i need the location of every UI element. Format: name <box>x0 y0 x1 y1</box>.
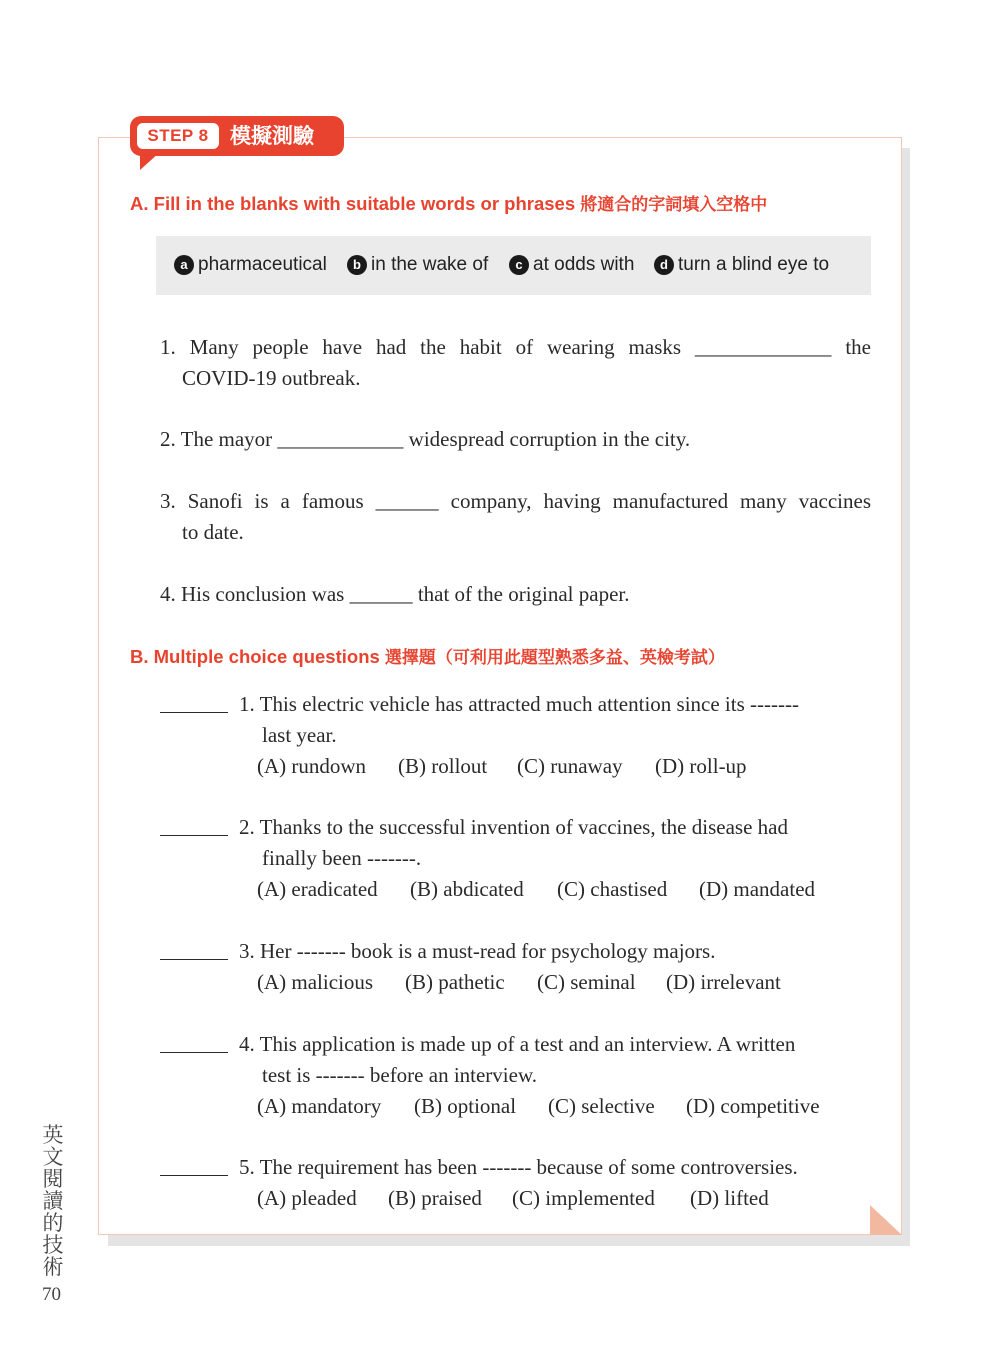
word-bank-item <box>174 253 327 277</box>
option-d: (D) mandated <box>699 877 816 901</box>
option-d: (D) roll-up <box>655 754 747 778</box>
option-a: (A) malicious <box>257 970 374 994</box>
option-b: (B) pathetic <box>405 970 505 994</box>
letter-badge-icon: c <box>509 255 529 275</box>
option-b: (B) optional <box>414 1094 517 1118</box>
section-a-heading <box>130 190 767 215</box>
answer-blank[interactable] <box>160 959 228 960</box>
option-d: (D) lifted <box>690 1186 769 1210</box>
letter-badge-icon: b <box>347 255 367 275</box>
option-c: (C) chastised <box>557 877 668 901</box>
option-c: (C) seminal <box>537 970 636 994</box>
section-b-heading-en: B. Multiple choice questions <box>130 646 380 667</box>
option-b: (B) abdicated <box>410 877 524 901</box>
page-fold-corner <box>870 1205 902 1235</box>
question-a3-line1: 3. Sanofi is a famous ______ company, having manufactured many vaccines <box>160 489 871 513</box>
word-bank <box>156 236 871 295</box>
option-b: (B) rollout <box>398 754 488 778</box>
option-c: (C) selective <box>548 1094 655 1118</box>
question-a1-line2: COVID-19 outbreak. <box>182 366 361 390</box>
book-title-char: 術 <box>42 1255 64 1279</box>
answer-blank[interactable] <box>160 712 228 713</box>
option-a: (A) pleaded <box>257 1186 357 1210</box>
book-title-char: 技 <box>42 1233 64 1257</box>
letter-badge-icon: d <box>654 255 674 275</box>
option-d: (D) irrelevant <box>666 970 781 994</box>
question-b5-line1: 5. The requirement has been ------- because of some controversies. <box>239 1155 798 1179</box>
section-b-heading-zh: 選擇題（可利用此題型熟悉多益、英檢考試） <box>384 648 725 668</box>
word-bank-text: at odds with <box>533 254 635 275</box>
question-a3-line2: to date. <box>182 520 244 544</box>
question-a4: 4. His conclusion was ______ that of the original paper. <box>160 582 630 606</box>
step-title: 模擬測驗 <box>230 124 314 148</box>
option-c: (C) implemented <box>512 1186 655 1210</box>
book-title-char: 英 <box>42 1123 64 1147</box>
option-a: (A) eradicated <box>257 877 378 901</box>
book-title-char: 的 <box>42 1211 64 1235</box>
question-b2-line2: finally been -------. <box>262 846 422 870</box>
option-d: (D) competitive <box>686 1094 820 1118</box>
section-a-heading-en: A. Fill in the blanks with suitable words or phrases <box>130 193 576 214</box>
section-a-heading-zh: 將適合的字詞填入空格中 <box>580 195 768 215</box>
question-a2: 2. The mayor ____________ widespread corruption in the city. <box>160 427 691 451</box>
word-bank-text: turn a blind eye to <box>678 254 830 275</box>
question-b3-line1: 3. Her ------- book is a must-read for psychology majors. <box>239 939 716 963</box>
question-b4-line1: 4. This application is made up of a test and an interview. A written <box>239 1032 796 1056</box>
word-bank-item <box>654 253 829 277</box>
word-bank-item <box>509 253 634 277</box>
answer-blank[interactable] <box>160 1052 228 1053</box>
question-b4-line2: test is ------- before an interview. <box>262 1063 538 1087</box>
answer-blank[interactable] <box>160 1175 228 1176</box>
option-a: (A) rundown <box>257 754 367 778</box>
option-a: (A) mandatory <box>257 1094 382 1118</box>
word-bank-item <box>347 253 488 277</box>
word-bank-text: in the wake of <box>371 254 489 275</box>
step-label: STEP 8 <box>137 123 219 149</box>
book-title-char: 讀 <box>42 1189 64 1213</box>
word-bank-text: pharmaceutical <box>198 254 327 275</box>
step-tag-tail <box>140 152 160 170</box>
option-b: (B) praised <box>388 1186 482 1210</box>
answer-blank[interactable] <box>160 835 228 836</box>
book-title-char: 文 <box>42 1145 64 1169</box>
question-b1-line2: last year. <box>262 723 337 747</box>
question-b2-line1: 2. Thanks to the successful invention of vaccines, the disease had <box>239 815 788 839</box>
book-title-vertical <box>40 1124 66 1278</box>
book-title-char: 閱 <box>42 1167 64 1191</box>
letter-badge-icon: a <box>174 255 194 275</box>
question-a1-line1: 1. Many people have had the habit of wearing masks _____________ the <box>160 335 871 359</box>
section-b-heading <box>130 643 725 668</box>
page-number: 70 <box>42 1284 61 1305</box>
question-b1-line1: 1. This electric vehicle has attracted much attention since its ------- <box>239 692 799 716</box>
option-c: (C) runaway <box>517 754 623 778</box>
